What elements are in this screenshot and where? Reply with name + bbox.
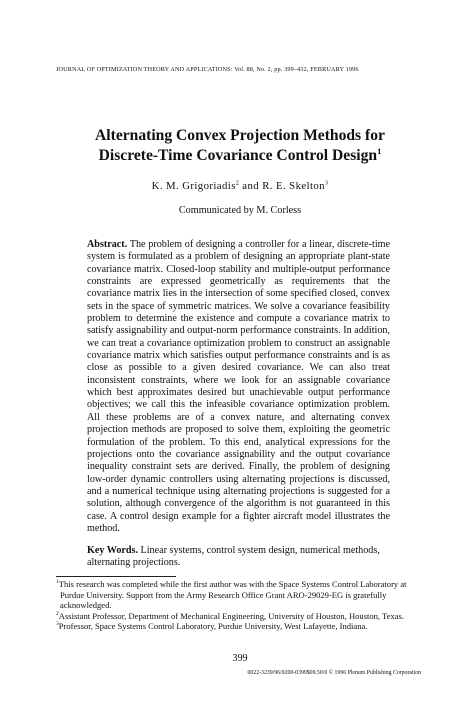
footnote-3-text: Professor, Space Systems Control Laboratory, Purdue University, West Lafayette, Indiana. xyxy=(58,621,368,632)
abstract-text: The problem of designing a controller for a linear, discrete-time system is formulated as a problem of designing an appropriate plant-state covariance matrix. Closed-loop stability and multiple-output performance constraints are expressed geometrically as requirements that the covariance matrix lies in the intersection of some specified closed, convex sets in the space of symmetric matrices. We solve a covariance feasibility problem to determine the existence and compute a covariance matrix to satisfy assignability and output-norm performance constraints. In addition, we can treat a covariance optimization problem to construct an assignable covariance matrix which satisfies output performance constraints and is as close as possible to a given desired covariance. We can also treat inconsistent constraints, where we look for an assignable covariance which best approximates desired but unachievable output performance objectives; we call this the infeasible covariance optimization problem. All these problems are of a convex nature, and alternating convex projection methods are proposed to solve them, exploiting the geometric formulation of the problem. To this end, analytical expressions for the projections onto the covariance assignability and the output covariance inequality constraint sets are derived. Finally, the problem of designing low-order dynamic controllers using alternating projections is discussed, and a numerical technique using alternating projections is suggested for a solution, although convergence of the algorithm is not guaranteed in this case. A control design example for a fighter aircraft model illustrates the method. xyxy=(87,239,390,534)
title-line-1: Alternating Convex Projection Methods for xyxy=(95,127,385,144)
copyright-line: 0022-3239/96/0200-0399$09.50/0 © 1996 Plenum Publishing Corporation xyxy=(247,670,421,676)
title-footnote-mark: 1 xyxy=(377,145,382,156)
title-line-2 xyxy=(40,146,440,166)
footnote-2-mark: 2 xyxy=(56,610,59,617)
author-1-mark: 2 xyxy=(235,180,240,187)
footnotes xyxy=(56,579,424,632)
author-conjunction: and xyxy=(242,180,260,192)
running-head: JOURNAL OF OPTIMIZATION THEORY AND APPLICATIONS: Vol. 88, No. 2, pp. 399–432, FEBRUARY 1996 xyxy=(56,66,359,73)
footnote-1 xyxy=(56,579,424,611)
author-2-mark: 3 xyxy=(324,180,329,187)
page-number: 399 xyxy=(232,653,248,664)
abstract xyxy=(87,239,390,535)
footnote-2-text: Assistant Professor, Department of Mechanical Engineering, University of Houston, Houston, Texas. xyxy=(58,610,405,621)
footnote-3 xyxy=(56,621,424,632)
paper-title xyxy=(40,126,440,166)
keywords xyxy=(87,545,390,570)
author-2: R. E. Skelton xyxy=(262,180,325,192)
keywords-label: Key Words. xyxy=(87,545,139,556)
title-line-2-text: Discrete-Time Covariance Control Design xyxy=(98,147,378,164)
abstract-label: Abstract. xyxy=(87,239,128,250)
keywords-text: Linear systems, control system design, numerical methods, alternating projections. xyxy=(87,545,380,569)
author-1: K. M. Grigoriadis xyxy=(151,180,236,192)
footnote-3-mark: 3 xyxy=(56,621,59,628)
footnote-1-mark: 1 xyxy=(56,579,59,586)
footnote-rule xyxy=(56,576,176,577)
communicated-by: Communicated by M. Corless xyxy=(178,205,302,216)
authors xyxy=(40,180,440,192)
footnote-2 xyxy=(56,611,424,622)
footnote-1-text: This research was completed while the first author was with the Space Systems Control Laboratory at Purdue University. Support from the Army Research Office Grant ARO-29029-EG is gratefully acknowledged. xyxy=(58,579,407,611)
